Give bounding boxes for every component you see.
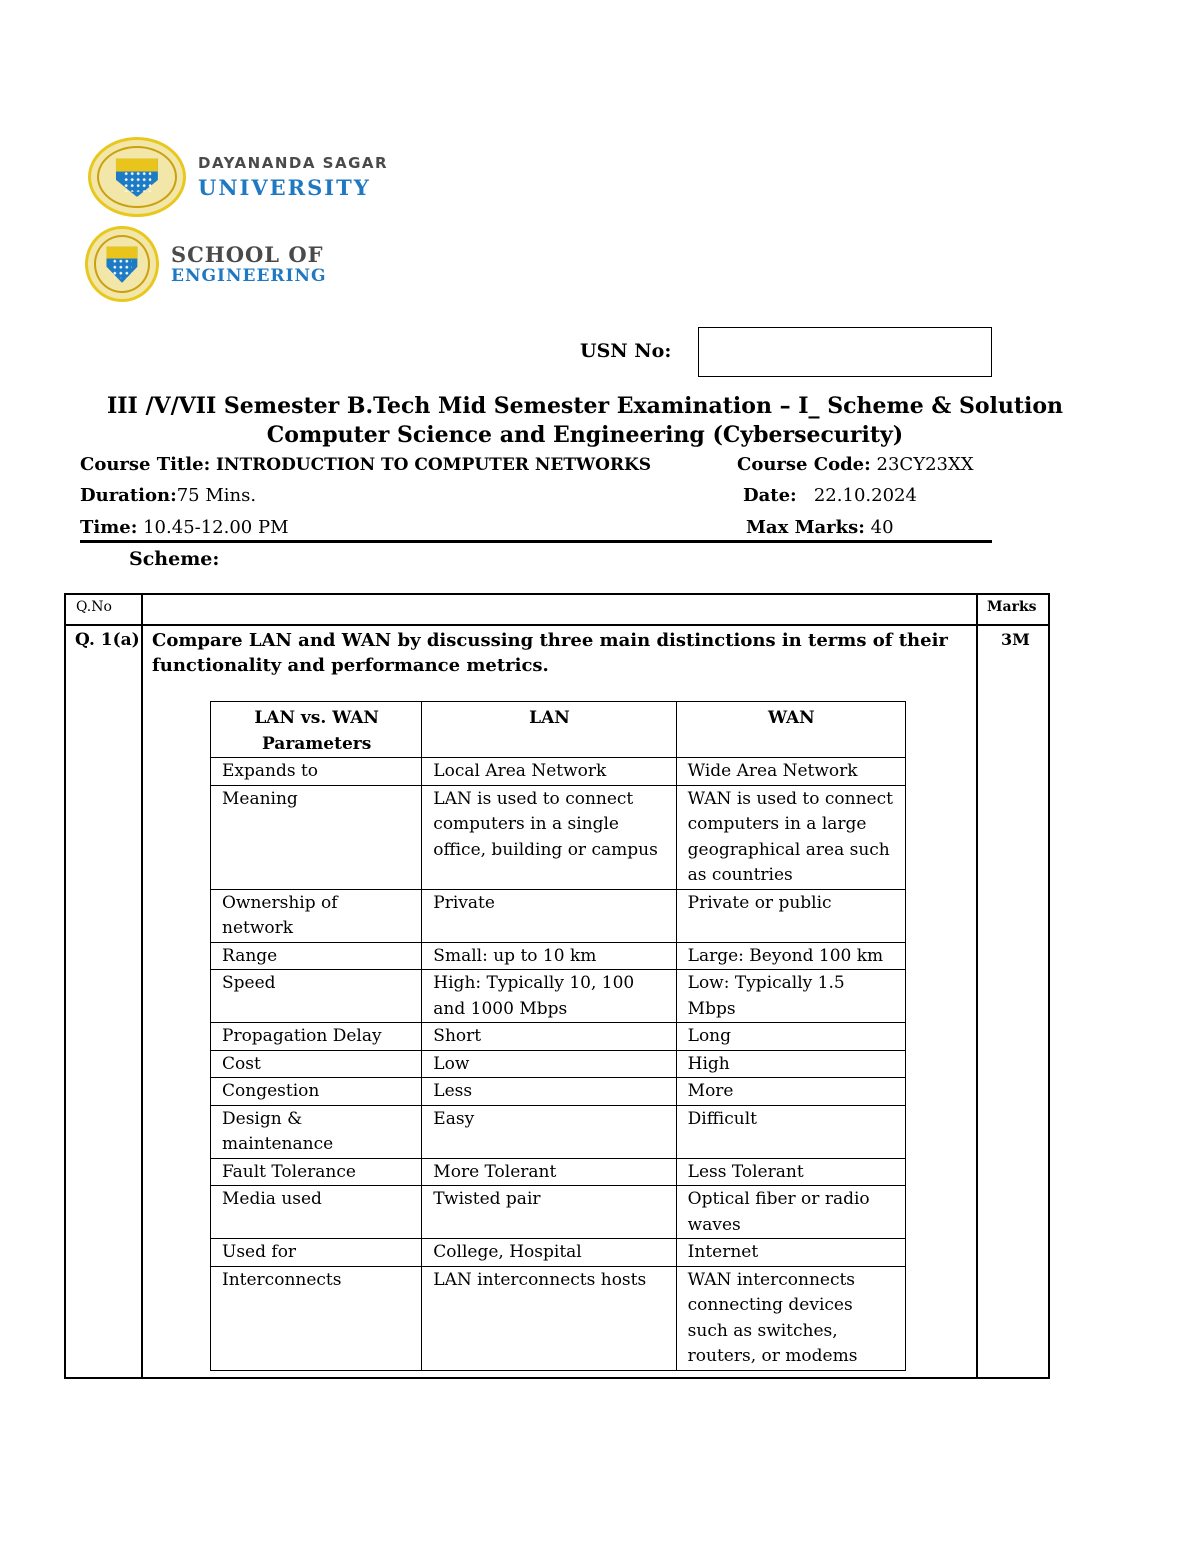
wan-cell: Low: Typically 1.5 Mbps	[676, 970, 905, 1023]
lan-cell: Private	[422, 889, 676, 942]
table-row	[211, 970, 906, 1023]
duration-value: 75 Mins.	[176, 485, 257, 506]
logo-university-name: DAYANANDA SAGAR	[198, 154, 389, 172]
table-row	[211, 1023, 906, 1051]
course-title-line	[80, 454, 651, 475]
column-header: WAN	[676, 702, 905, 758]
parameter-cell: Media used	[211, 1186, 422, 1239]
column-divider	[141, 595, 143, 1377]
parameter-cell: Interconnects	[211, 1266, 422, 1370]
course-title-label: Course Title:	[80, 454, 211, 475]
time-line	[80, 517, 289, 538]
parameter-cell: Ownership of network	[211, 889, 422, 942]
column-divider	[976, 595, 978, 1377]
table-row	[211, 785, 906, 889]
wan-cell: High	[676, 1050, 905, 1078]
course-code-label: Course Code:	[737, 454, 871, 475]
university-logo	[88, 137, 388, 217]
parameter-cell: Used for	[211, 1239, 422, 1267]
wan-cell: More	[676, 1078, 905, 1106]
date-line	[743, 485, 917, 506]
usn-input-box[interactable]	[698, 327, 992, 377]
time-label: Time:	[80, 517, 138, 538]
scheme-label: Scheme:	[129, 548, 220, 570]
lan-cell: More Tolerant	[422, 1158, 676, 1186]
parameter-cell: Range	[211, 942, 422, 970]
department-title: Computer Science and Engineering (Cybersecurity)	[266, 422, 904, 448]
wan-cell: Internet	[676, 1239, 905, 1267]
table-row	[211, 1239, 906, 1267]
wan-cell: Long	[676, 1023, 905, 1051]
logo-university-word: UNIVERSITY	[198, 175, 371, 200]
university-seal-icon	[88, 137, 186, 217]
parameter-cell: Design & maintenance	[211, 1105, 422, 1158]
table-row	[211, 889, 906, 942]
lan-cell: Low	[422, 1050, 676, 1078]
lan-cell: Twisted pair	[422, 1186, 676, 1239]
parameter-cell: Meaning	[211, 785, 422, 889]
course-title-value: INTRODUCTION TO COMPUTER NETWORKS	[215, 455, 652, 475]
school-logo	[85, 226, 327, 302]
table-row	[211, 758, 906, 786]
lan-cell: College, Hospital	[422, 1239, 676, 1267]
wan-cell: Large: Beyond 100 km	[676, 942, 905, 970]
max-marks-label: Max Marks:	[746, 517, 865, 538]
wan-cell: WAN interconnects connecting devices such as switches, routers, or modems	[676, 1266, 905, 1370]
question-text: Compare LAN and WAN by discussing three main distinctions in terms of their functionality and performance metrics.	[152, 630, 948, 676]
column-header: LAN	[422, 702, 676, 758]
table-row	[211, 942, 906, 970]
lan-cell: Short	[422, 1023, 676, 1051]
parameter-cell: Speed	[211, 970, 422, 1023]
table-row	[211, 1186, 906, 1239]
lan-wan-comparison-table	[210, 701, 906, 1371]
wan-cell: Less Tolerant	[676, 1158, 905, 1186]
table-row	[211, 1266, 906, 1370]
usn-label: USN No:	[580, 340, 672, 362]
table-row	[211, 1105, 906, 1158]
parameter-cell: Cost	[211, 1050, 422, 1078]
time-value: 10.45-12.00 PM	[143, 517, 289, 538]
lan-cell: Less	[422, 1078, 676, 1106]
exam-title: III /V/VII Semester B.Tech Mid Semester Examination – I_ Scheme & Solution	[106, 393, 1064, 419]
parameter-cell: Congestion	[211, 1078, 422, 1106]
lan-cell: Small: up to 10 km	[422, 942, 676, 970]
table-header-row	[211, 702, 906, 758]
max-marks-value: 40	[870, 517, 894, 538]
max-marks-line	[746, 517, 894, 538]
date-value: 22.10.2024	[813, 485, 917, 506]
school-seal-icon	[85, 226, 159, 302]
lan-cell: Easy	[422, 1105, 676, 1158]
wan-cell: Difficult	[676, 1105, 905, 1158]
wan-cell: WAN is used to connect computers in a large geographical area such as countries	[676, 785, 905, 889]
table-row	[211, 1078, 906, 1106]
parameter-cell: Expands to	[211, 758, 422, 786]
table-row	[211, 1158, 906, 1186]
date-label: Date:	[743, 485, 797, 506]
lan-cell: LAN interconnects hosts	[422, 1266, 676, 1370]
header-row-divider	[66, 624, 1048, 626]
wan-cell: Private or public	[676, 889, 905, 942]
question-number: Q. 1(a)	[75, 630, 140, 650]
lan-cell: High: Typically 10, 100 and 1000 Mbps	[422, 970, 676, 1023]
table-row	[211, 1050, 906, 1078]
parameter-cell: Fault Tolerance	[211, 1158, 422, 1186]
duration-line	[80, 485, 256, 506]
qno-column-header: Q.No	[76, 599, 112, 615]
lan-cell: LAN is used to connect computers in a single office, building or campus	[422, 785, 676, 889]
wan-cell: Wide Area Network	[676, 758, 905, 786]
wan-cell: Optical fiber or radio waves	[676, 1186, 905, 1239]
question-marks: 3M	[1001, 630, 1030, 649]
lan-cell: Local Area Network	[422, 758, 676, 786]
logo-school-line1: SCHOOL OF	[171, 241, 324, 267]
marks-column-header: Marks	[987, 599, 1037, 615]
parameter-cell: Propagation Delay	[211, 1023, 422, 1051]
duration-label: Duration:	[80, 485, 177, 506]
logo-school-line2: ENGINEERING	[171, 265, 327, 286]
column-header: LAN vs. WAN Parameters	[211, 702, 422, 758]
course-code-value: 23CY23XX	[876, 454, 974, 475]
header-divider	[80, 540, 992, 543]
course-code-line	[737, 454, 974, 475]
